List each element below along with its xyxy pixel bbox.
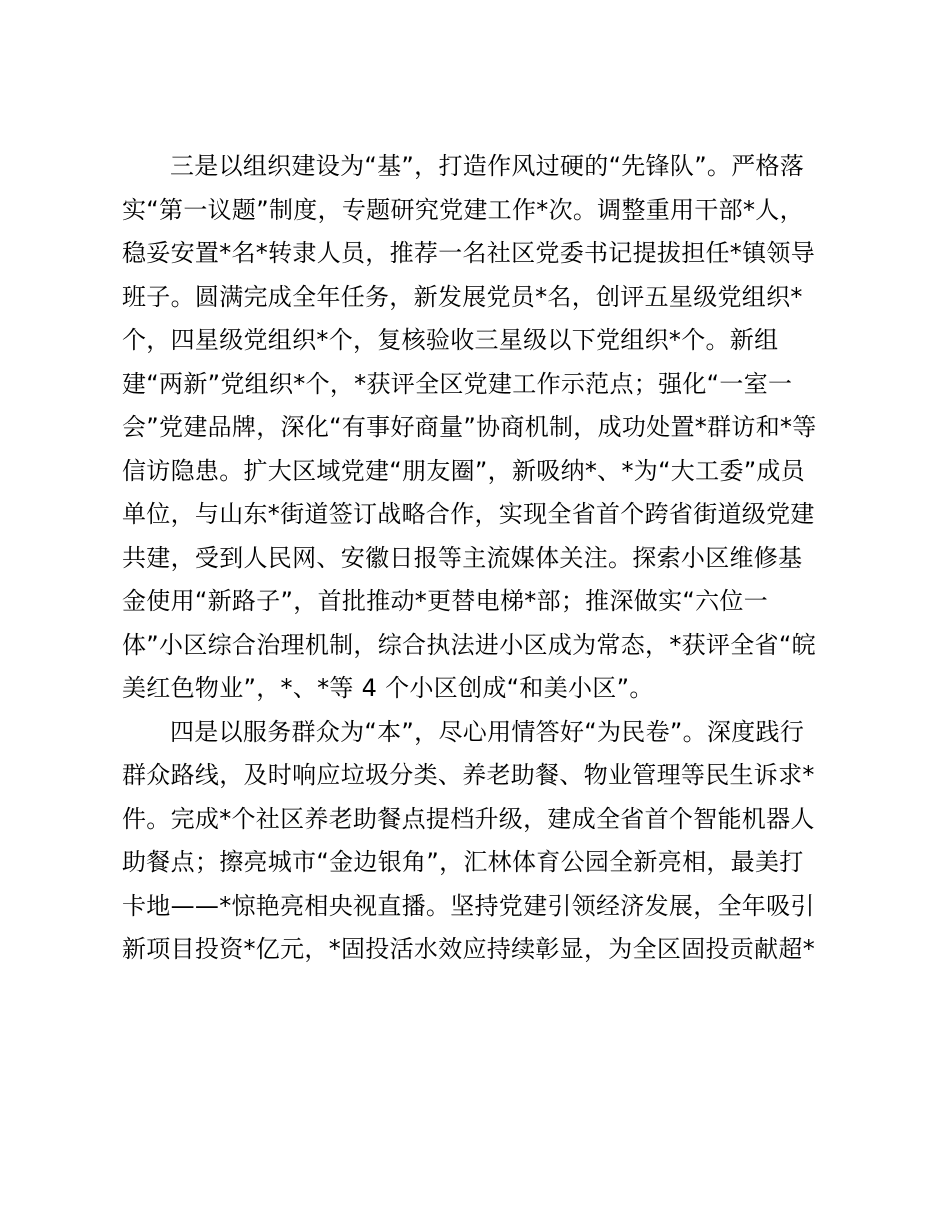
text-line: 班子。圆满完成全年任务，新发展党员*名，创评五星级党组织* bbox=[122, 282, 803, 311]
text-line: 美红色物业”，*、*等 4 个小区创成“和美小区”。 bbox=[122, 674, 654, 702]
paragraph-organization-building bbox=[122, 145, 842, 711]
text-line: 新项目投资*亿元，*固投活水效应持续彰显，为全区固投贡献超* bbox=[122, 935, 815, 963]
text-line: 助餐点；擦亮城市“金边银角”，汇林体育公园全新亮相，最美打 bbox=[122, 848, 804, 876]
text-line: 建“两新”党组织*个，*获评全区党建工作示范点；强化“一室一 bbox=[122, 369, 793, 398]
text-line: 卡地——*惊艳亮相央视直播。坚持党建引领经济发展，全年吸引 bbox=[122, 891, 815, 920]
text-line: 三是以组织建设为“基”，打造作风过硬的“先锋队”。严格落 bbox=[170, 152, 805, 180]
text-line: 稳妥安置*名*转隶人员，推荐一名社区党委书记提拔担任*镇领导 bbox=[122, 239, 815, 267]
text-line: 个，四星级党组织*个，复核验收三星级以下党组织*个。新组 bbox=[122, 326, 779, 354]
document-body bbox=[122, 145, 842, 972]
paragraph-serving-the-people bbox=[122, 711, 842, 972]
text-line: 单位，与山东*街道签订战略合作，实现全省首个跨省街道级党建 bbox=[122, 500, 815, 528]
text-line: 实“第一议题”制度，专题研究党建工作*次。调整重用干部*人， bbox=[122, 195, 804, 224]
text-line: 体”小区综合治理机制，综合执法进小区成为常态，*获评全省“皖 bbox=[122, 630, 816, 659]
text-line: 件。完成*个社区养老助餐点提档升级，建成全省首个智能机器人 bbox=[122, 804, 815, 833]
text-line: 四是以服务群众为“本”，尽心用情答好“为民卷”。深度践行 bbox=[170, 717, 805, 746]
text-line: 信访隐患。扩大区域党建“朋友圈”，新吸纳*、*为“大工委”成员 bbox=[122, 456, 806, 485]
text-line: 群众路线，及时响应垃圾分类、养老助餐、物业管理等民生诉求* bbox=[122, 761, 815, 789]
text-line: 共建，受到人民网、安徽日报等主流媒体关注。探索小区维修基 bbox=[122, 543, 803, 572]
text-line: 金使用“新路子”，首批推动*更替电梯*部；推深做实“六位一 bbox=[122, 587, 768, 615]
text-line: 会”党建品牌，深化“有事好商量”协商机制，成功处置*群访和*等 bbox=[122, 413, 817, 441]
